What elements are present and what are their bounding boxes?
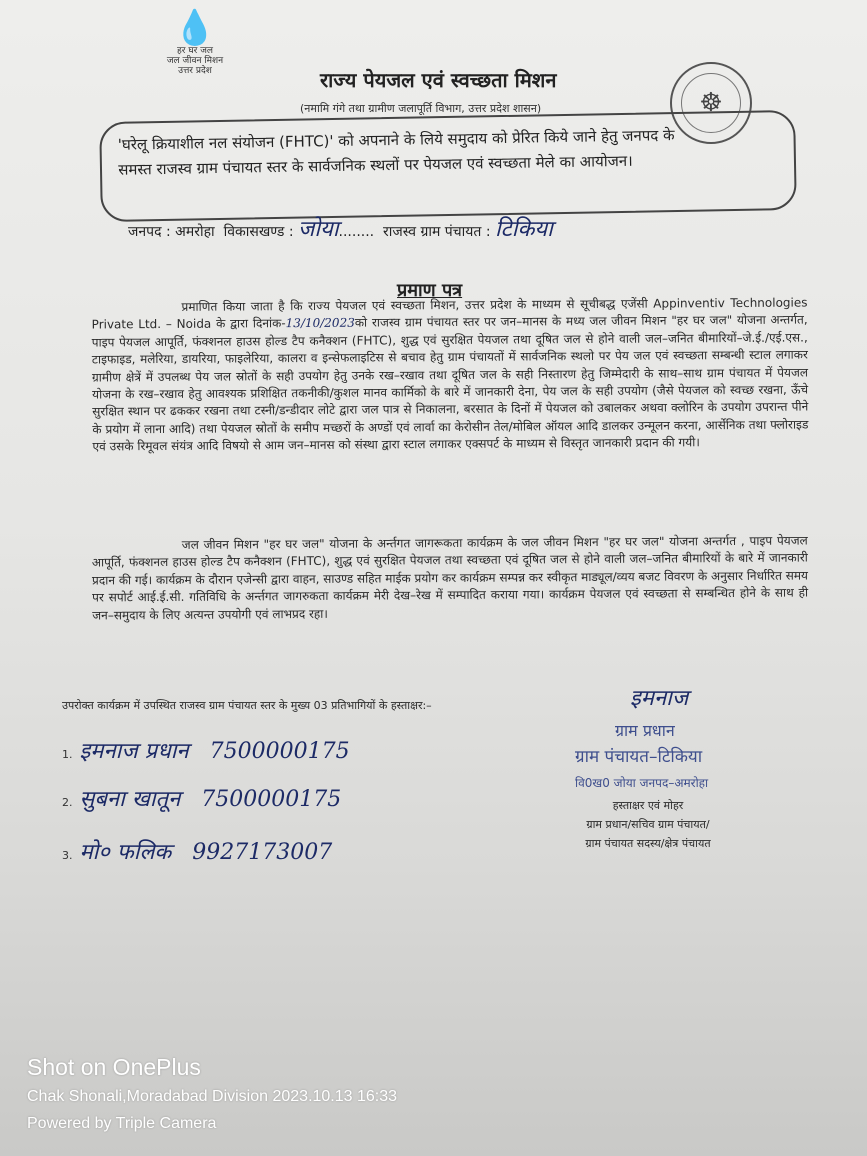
mission-subtitle: (नमामि गंगे तथा ग्रामीण जलापूर्ति विभाग, उत्तर प्रदेश शासन) <box>300 102 542 115</box>
participant-row-1 <box>62 735 350 765</box>
panchayat-label: राजस्व ग्राम पंचायत : <box>383 224 491 240</box>
participant-number: 2. <box>62 796 73 809</box>
para2-text: जल जीवन मिशन "हर घर जल" योजना के अर्न्तगत जागरूकता कार्यक्रम के जल जीवन मिशन "हर घर जल" योजना अन्तर्गत , पाइप पेयजल आपूर्ति, फंक्शनल हाउस होल्ड टैप कनैक्शन (FHTC), शुद्ध एवं सुरक्षित पेयजल तथा स्वच्छता एवं दूषित जल से होने वाली जल–जनित बीमारियों के बारे में जानकारी प्रदान की गई। कार्यक्रम के दौरान एजेन्सी द्वारा वाहन, साउण्ड सहित माईक प्रयोग कर कार्यक्रम सम्पन्न कर स्वीकृत माड्यूल/व्यय बजट विवरण के अनुसार निर्धारित समय पर सपोर्ट आई.ई.सी. गतिविधि के अर्न्तगत जागरुकता कार्यक्रम मेरी देख–रेख में सम्पादित कराया गया। कार्यक्रम पेयजल एवं स्वच्छता से सम्बन्धित होने के साथ ही जन–समुदाय के लिए अत्यन्त उपयोगी एवं लाभप्रद रहा। <box>91 533 809 623</box>
water-drop-icon: 💧 <box>173 8 217 48</box>
har-ghar-jal-logo <box>160 10 230 76</box>
banner-line-2: समस्त राजस्व ग्राम पंचायत स्तर के सार्वजनिक स्थलों पर पेयजल एवं स्वच्छता मेले का आयोजन। <box>118 151 633 179</box>
para1-part-b: को राजस्व ग्राम पंचायत स्तर पर जन–मानस के मध्य जल जीवन मिशन "हर घर जल" योजना अन्तर्गत, पाइप पेयजल आपूर्ति, फंक्शनल हाउस होल्ड टैप कनैक्शन (FHTC), शुद्ध एवं सुरक्षित पेयजल तथा दूषित जल से होने वाली जल–जनित बीमारियों–जे.ई./एई.एस., टाइफाइड, मलेरिया, डायरिया, फाइलेरिया, कालरा व इन्सेफलाइटिस से बचाव हेतु ग्राम पंचायतों में सार्वजनिक स्थलो पर पेय जल एवं स्वच्छता सम्बन्धी स्टाल लगाकर ग्रामीण क्षेत्रें में उपलब्ध पेय जल स्रोतों के सही उपयोग हेतु उनके रख–रखाव तथा दूषित जल के सही निस्तारण हेतु जिम्मेदारी के साथ–साथ ग्राम पंचायत में पेयजल योजना के रख–रखाव हेतु आवश्यक प्रशिक्षित तकनीकी/कुशल मानव कार्मिको के बारे में जानकारी देना, पेय जल के सही उपयोग (जैसे पेयजल को स्वच्छ रखना, ऊँचे सुरक्षित स्थान पर ढककर रखना तथा टस्नी/डन्डीदार लोटे द्वारा जल पात्र से निकालना, बरसात के दिनों में पेयजल को उबालकर अथवा क्लोरिन के उपयोग उपरान्त पीने के प्रयोग में लाना आदि) तथा पेयजल स्रोतों के समीप मच्छरों के अण्डों एवं लार्वा का केरोसीन तेल/मोबिल ऑयल आदि डालकर उन्मूलन करना, आर्सेनिक तथा फ्लोराइड एवं उसके रिमूवल संयंत्र आदि विषयो से आम जन–मानस को संस्था द्वारा स्टाल लगाकर एक्सपर्ट के माध्यम से विस्तृत जानकारी प्रदान की गयी। <box>91 312 809 454</box>
participant-name: इमनाज प्रधान <box>79 739 189 764</box>
certificate-paragraph-1 <box>91 295 808 457</box>
mission-title: राज्य पेयजल एवं स्वच्छता मिशन <box>320 68 557 92</box>
signatures-intro: उपरोक्त कार्यक्रम में उपस्थित राजस्व ग्राम पंचायत स्तर के मुख्य 03 प्रतिभागियों के हस्ताक्षर:– <box>62 699 432 712</box>
participant-name: मो० फलिक <box>79 840 172 865</box>
participant-phone: 9927173007 <box>192 840 333 865</box>
logo-line-1: हर घर जल <box>177 46 213 56</box>
participant-number: 1. <box>62 748 73 761</box>
program-date: 13/10/2023 <box>285 316 355 331</box>
logo-line-3: उत्तर प्रदेश <box>178 66 212 76</box>
stamp-line-3: वि0ख0 जोया जनपद–अमरोहा <box>575 776 709 790</box>
block-label: विकासखण्ड : <box>223 224 294 240</box>
camera-watermark-brand: Shot on OnePlus <box>27 1054 201 1080</box>
official-stamp <box>575 718 795 796</box>
block-value: जोया <box>298 217 339 242</box>
participant-name: सुबना खातून <box>79 787 181 812</box>
stamp-line-2: ग्राम पंचायत–टिकिया <box>575 747 703 767</box>
seal-emblem-icon: ☸ <box>681 73 741 133</box>
certificate-title: प्रमाण पत्र <box>397 280 463 301</box>
participant-number: 3. <box>62 849 73 862</box>
participant-phone: 7500000175 <box>209 739 350 764</box>
panchayat-value: टिकिया <box>494 217 553 242</box>
camera-watermark-powered: Powered by Triple Camera <box>27 1115 217 1132</box>
para1-part-a: प्रमाणित किया जाता है कि राज्य पेयजल एवं स्वच्छता मिशन, उत्तर प्रदेश के माध्यम से सूचीबद्ध एजेंसी Appinventiv Technologies Private Ltd. – Noida के द्वारा दिनांक- <box>91 295 808 332</box>
pradhan-signature: इमनाज <box>630 686 689 711</box>
caption-line-2: ग्राम प्रधान/सचिव ग्राम पंचायत/ <box>586 818 710 831</box>
dots: ........ <box>338 224 375 240</box>
district-line <box>128 213 553 243</box>
logo-line-2: जल जीवन मिशन <box>166 56 224 66</box>
caption-line-3: ग्राम पंचायत सदस्य/क्षेत्र पंचायत <box>585 837 711 850</box>
participant-phone: 7500000175 <box>201 787 342 812</box>
signature-caption <box>528 796 768 853</box>
participant-row-3 <box>62 836 332 866</box>
participant-row-2 <box>62 783 341 813</box>
banner-line-1: 'घरेलू क्रियाशील नल संयोजन (FHTC)' को अपनाने के लिये समुदाय को प्रेरित किये जाने हेतु जनपद के <box>117 126 675 154</box>
district-label: जनपद : अमरोहा <box>128 224 215 240</box>
stamp-line-1: ग्राम प्रधान <box>615 721 675 740</box>
caption-line-1: हस्ताक्षर एवं मोहर <box>612 799 684 812</box>
certificate-paragraph-2 <box>92 533 809 625</box>
camera-watermark-location: Chak Shonali,Moradabad Division 2023.10.13 16:33 <box>27 1088 398 1105</box>
